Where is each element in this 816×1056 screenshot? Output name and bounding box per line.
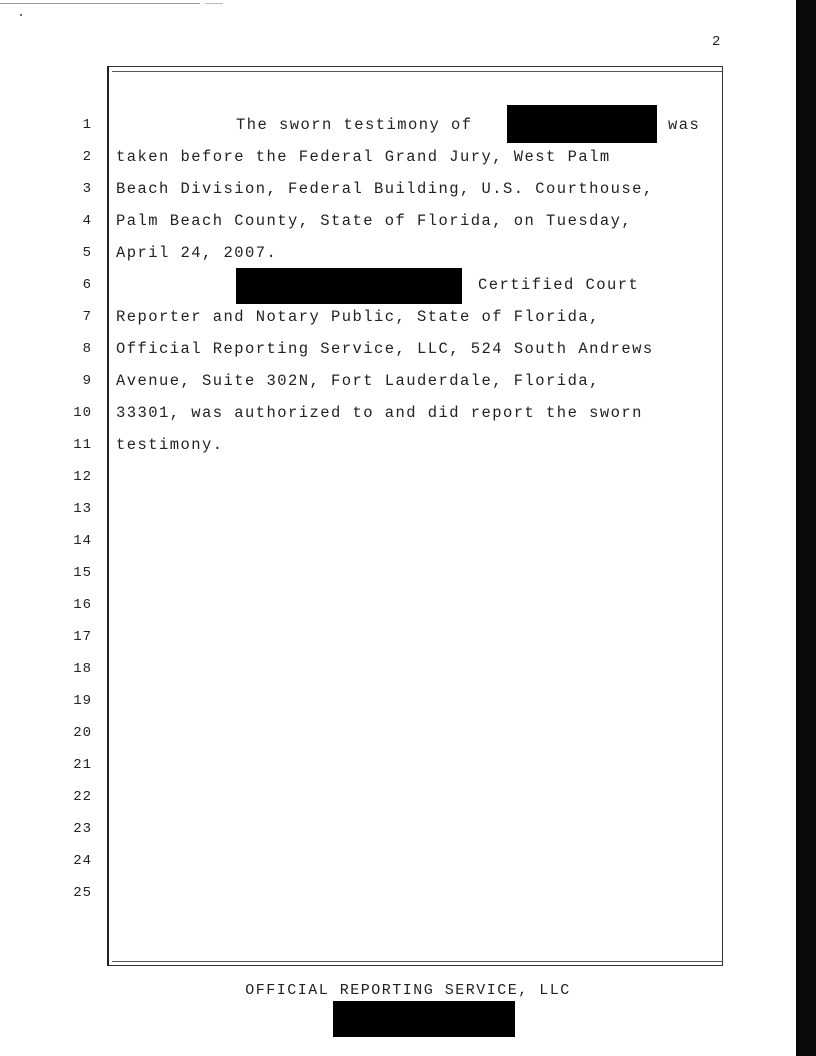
redaction-block (507, 105, 657, 143)
page-number: 2 (712, 34, 721, 50)
line-number: 19 (73, 693, 92, 709)
line-number: 14 (73, 533, 92, 549)
line-number: 23 (73, 821, 92, 837)
line-number: 9 (82, 373, 92, 389)
footer-company: OFFICIAL REPORTING SERVICE, LLC (245, 982, 571, 999)
transcript-line-10: 33301, was authorized to and did report the sworn (116, 404, 643, 422)
line-number: 5 (82, 245, 92, 261)
line-number: 17 (73, 629, 92, 645)
scan-artifact-line (0, 3, 200, 4)
line-number: 7 (82, 309, 92, 325)
transcript-line-8: Official Reporting Service, LLC, 524 South Andrews (116, 340, 654, 358)
line-number: 1 (82, 117, 92, 133)
line-number: 18 (73, 661, 92, 677)
redaction-block (333, 1001, 515, 1037)
line-number: 10 (73, 405, 92, 421)
line-number: 24 (73, 853, 92, 869)
line-number: 8 (82, 341, 92, 357)
transcript-line-7: Reporter and Notary Public, State of Florida, (116, 308, 600, 326)
scan-artifact-speck (20, 14, 22, 16)
transcript-line-3: Beach Division, Federal Building, U.S. Courthouse, (116, 180, 654, 198)
line-number: 6 (82, 277, 92, 293)
transcript-line-4: Palm Beach County, State of Florida, on Tuesday, (116, 212, 633, 230)
line-number: 3 (82, 181, 92, 197)
transcript-line-9: Avenue, Suite 302N, Fort Lauderdale, Florida, (116, 372, 600, 390)
line-number: 4 (82, 213, 92, 229)
line-number: 21 (73, 757, 92, 773)
redaction-block (236, 268, 462, 304)
line-number: 11 (73, 437, 92, 453)
line-number: 12 (73, 469, 92, 485)
scan-edge-shadow (796, 0, 816, 1056)
transcript-line-6: Certified Court (478, 276, 640, 294)
line-number: 22 (73, 789, 92, 805)
line-number: 20 (73, 725, 92, 741)
transcript-line-2: taken before the Federal Grand Jury, West Palm (116, 148, 611, 166)
transcript-line-11: testimony. (116, 436, 224, 454)
line-number: 13 (73, 501, 92, 517)
transcript-line-5: April 24, 2007. (116, 244, 278, 262)
line-number: 2 (82, 149, 92, 165)
frame-bottom-rule (112, 961, 722, 962)
frame-top-rule (112, 71, 722, 72)
line-number: 15 (73, 565, 92, 581)
line-number: 25 (73, 885, 92, 901)
line-number: 16 (73, 597, 92, 613)
transcript-frame (107, 66, 723, 966)
transcript-line-1-end: was (668, 116, 701, 134)
transcript-line-1-start: The sworn testimony of (236, 116, 473, 134)
scan-artifact-line (205, 3, 223, 4)
